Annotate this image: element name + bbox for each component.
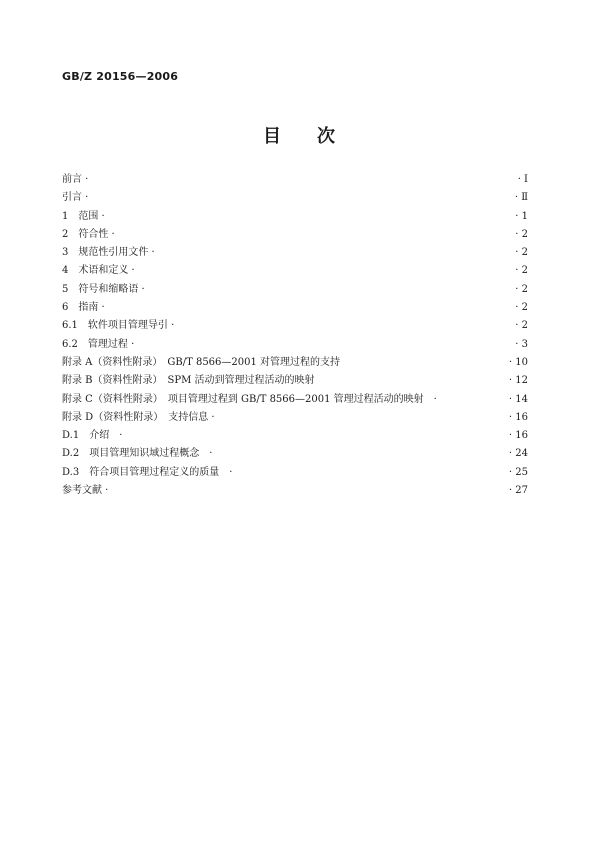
toc-entry-label: 6.1 软件项目管理导引 · (62, 320, 175, 332)
toc-entry[interactable] (62, 353, 528, 371)
toc-entry-page: · 12 (508, 375, 528, 387)
toc-entry-label: 附录 C（资料性附录） 项目管理过程到 GB/T 8566—2001 管理过程活动的映射 · (62, 393, 437, 405)
toc-entry[interactable] (62, 225, 528, 243)
toc-entry[interactable] (62, 371, 528, 389)
toc-entry[interactable] (62, 463, 528, 481)
toc-entry[interactable] (62, 188, 528, 206)
toc-entry-page: · 1 (515, 210, 528, 222)
toc-entry-label: 引言 · (62, 192, 89, 204)
document-code: GB/Z 20156—2006 (62, 70, 179, 83)
toc-entry[interactable] (62, 316, 528, 334)
toc-entry-page: · 3 (515, 338, 528, 350)
toc-entry-label: 附录 D（资料性附录） 支持信息 · (62, 411, 215, 423)
toc-entry-page: · 10 (508, 356, 528, 368)
toc-entry[interactable] (62, 335, 528, 353)
toc-entry-page: · Ⅱ (514, 192, 528, 204)
toc-entry-label: D.3 符合项目管理过程定义的质量 · (62, 466, 233, 478)
toc-entry-page: · 2 (515, 302, 528, 314)
toc-entry-label: D.2 项目管理知识域过程概念 · (62, 448, 213, 460)
toc-entry[interactable] (62, 170, 528, 188)
toc-entry[interactable] (62, 444, 528, 462)
toc-entry-page: · Ⅰ (517, 174, 528, 185)
toc-entry-label: 2 符合性 · (62, 228, 115, 240)
toc-entry-label: 附录 B（资料性附录） SPM 活动到管理过程活动的映射 (62, 375, 315, 387)
toc-entry[interactable] (62, 280, 528, 298)
toc-entry[interactable] (62, 207, 528, 225)
toc-entry-label: 1 范围 · (62, 210, 105, 222)
toc-entry-label: 参考文献 · (62, 485, 109, 497)
toc-entry-page: · 24 (508, 448, 528, 460)
toc-entry-page: · 25 (508, 466, 528, 478)
toc-entry-page: · 2 (515, 247, 528, 259)
toc-entry-label: D.1 介绍 · (62, 430, 123, 442)
toc-entry[interactable] (62, 408, 528, 426)
toc-entry-page: · 16 (508, 430, 528, 442)
toc-entry-label: 3 规范性引用文件 · (62, 247, 155, 259)
title-char-2: 次 (317, 126, 337, 147)
toc-entry-page: · 16 (508, 411, 528, 423)
toc-entry-label: 4 术语和定义 · (62, 265, 135, 277)
toc-entry-page: · 2 (515, 265, 528, 277)
toc-entry[interactable] (62, 390, 528, 408)
toc-entry-label: 附录 A（资料性附录） GB/T 8566—2001 对管理过程的支持 (62, 356, 341, 368)
toc-entry[interactable] (62, 243, 528, 261)
toc-entry[interactable] (62, 426, 528, 444)
toc-entry-page: · 27 (508, 485, 528, 497)
table-of-contents (62, 170, 528, 499)
toc-entry-page: · 2 (515, 283, 528, 295)
toc-entry-page: · 2 (515, 228, 528, 240)
toc-entry-page: · 2 (515, 320, 528, 332)
toc-entry-label: 前言 · (62, 174, 89, 185)
toc-entry-label: 5 符号和缩略语 · (62, 283, 145, 295)
toc-entry-label: 6.2 管理过程 · (62, 338, 135, 350)
page-title (0, 122, 600, 148)
toc-entry-page: · 14 (508, 393, 528, 405)
toc-entry[interactable] (62, 261, 528, 279)
title-char-1: 目 (263, 126, 283, 147)
toc-entry[interactable] (62, 298, 528, 316)
toc-entry[interactable] (62, 481, 528, 499)
toc-entry-label: 6 指南 · (62, 302, 105, 314)
